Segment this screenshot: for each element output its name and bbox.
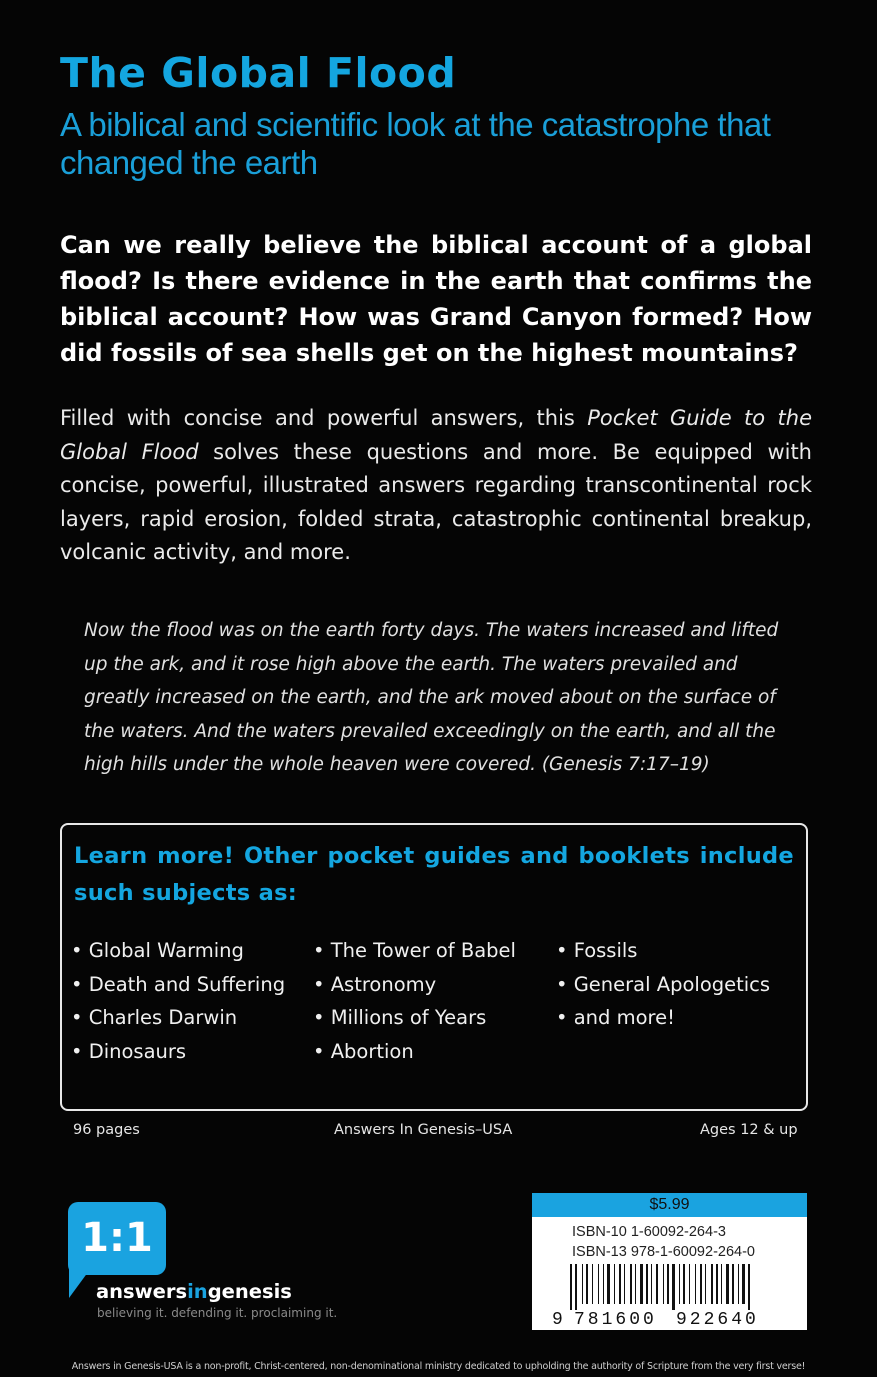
barcode-bar <box>607 1264 610 1304</box>
barcode-bar <box>672 1264 675 1310</box>
barcode-bar <box>640 1264 643 1304</box>
barcode-bar <box>748 1264 750 1310</box>
list-item: • and more! <box>556 1006 675 1029</box>
scripture-quote: Now the flood was on the earth forty days. The waters increased and lifted up the ark, and it rose high above the earth. The waters prevailed and greatly increased on the earth, and the ark moved about on the surface of the waters. And the waters prevailed exceedingly on the earth, and all the high hills under the whole heaven were covered. (Genesis 7:17–19) <box>84 620 779 775</box>
barcode-bar <box>656 1264 658 1304</box>
barcode-bar <box>679 1264 680 1304</box>
barcode-bar <box>651 1264 652 1304</box>
list-item: • Millions of Years <box>313 1006 487 1029</box>
barcode-digits-left: 781600 <box>574 1310 657 1330</box>
barcode-bar <box>700 1264 702 1304</box>
barcode-bar <box>732 1264 734 1304</box>
logo-bubble-tail <box>69 1268 91 1298</box>
barcode-bar <box>738 1264 739 1304</box>
subjects-column-2 <box>313 934 516 1068</box>
age-range: Ages 12 & up <box>700 1122 798 1138</box>
brand-part-1: answers <box>96 1280 188 1303</box>
subjects-column-1 <box>71 934 285 1068</box>
barcode-bar <box>582 1264 583 1304</box>
book-subtitle: A biblical and scientific look at the catastrophe that changed the earth <box>60 106 771 181</box>
barcode-bar <box>624 1264 625 1304</box>
barcode-bar <box>726 1264 729 1304</box>
brand-part-3: genesis <box>207 1280 292 1303</box>
barcode-bar <box>663 1264 664 1304</box>
key-questions: Can we really believe the biblical account of a global flood? Is there evidence in the earth that confirms the biblical account? How was Grand Canyon formed? How did fossils of sea shells get on the highest mountains? <box>60 231 812 367</box>
barcode-bar <box>721 1264 722 1304</box>
barcode-bar <box>635 1264 636 1304</box>
page-count: 96 pages <box>73 1122 140 1138</box>
logo-mark: 1:1 <box>81 1215 153 1261</box>
list-item: • The Tower of Babel <box>313 939 516 962</box>
barcode-bar <box>586 1264 588 1304</box>
list-item: • Abortion <box>313 1039 414 1063</box>
barcode-bar <box>705 1264 706 1304</box>
list-item: • Global Warming <box>71 939 244 962</box>
barcode-bar <box>646 1264 648 1304</box>
description-text-1: Filled with concise and powerful answers, this <box>60 406 588 430</box>
list-item: • General Apologetics <box>556 972 771 996</box>
barcode-bar <box>575 1264 577 1310</box>
barcode-digit-first: 9 <box>552 1310 563 1330</box>
list-item: • Death and Suffering <box>71 972 286 996</box>
barcode-bar <box>603 1264 604 1304</box>
subjects-column-3 <box>556 934 770 1035</box>
learn-more-heading: Learn more! Other pocket guides and booklets include such subjects as: <box>74 843 794 906</box>
barcode-icon <box>532 1262 807 1330</box>
barcode-bar <box>711 1264 713 1304</box>
list-item: • Fossils <box>556 939 638 962</box>
barcode-bar <box>570 1264 572 1310</box>
barcode-bar <box>716 1264 718 1304</box>
isbn-10: ISBN-10 1-60092-264-3 <box>572 1224 726 1240</box>
publisher-name: Answers In Genesis–USA <box>334 1122 513 1138</box>
barcode-bar <box>689 1264 690 1304</box>
barcode-bar <box>667 1264 669 1304</box>
list-item: • Dinosaurs <box>71 1039 187 1063</box>
barcode-bar <box>614 1264 615 1304</box>
barcode-bar <box>619 1264 621 1304</box>
price-label: $5.99 <box>532 1193 807 1217</box>
list-item: • Astronomy <box>313 972 437 996</box>
barcode-bar <box>683 1264 685 1304</box>
brand-tagline: believing it. defending it. proclaiming it. <box>97 1306 338 1320</box>
barcode-bar <box>695 1264 696 1304</box>
ministry-footer: Answers in Genesis-USA is a non-profit, Christ-centered, non-denominational ministry dedicated to upholding the authority of Scripture from the very first verse! <box>71 1361 806 1372</box>
description-text-2: solves these questions and more. Be equipped with concise, powerful, illustrated answers regarding transcontinental rock layers, rapid erosion, folded strata, catastrophic continental breakup, volcanic activity, and more. <box>60 439 812 564</box>
description-book-name: Pocket Guide to the Global Flood <box>60 406 812 464</box>
barcode-digits-right: 922640 <box>676 1310 759 1330</box>
barcode-bar <box>630 1264 632 1304</box>
isbn-13: ISBN-13 978-1-60092-264-0 <box>572 1244 755 1260</box>
barcode-bar <box>592 1264 593 1304</box>
brand-name <box>96 1280 292 1303</box>
book-title: The Global Flood <box>60 49 457 97</box>
barcode-bar <box>742 1264 745 1304</box>
description-paragraph <box>60 402 812 570</box>
barcode-bar <box>598 1264 599 1304</box>
list-item: • Charles Darwin <box>71 1006 238 1029</box>
brand-part-2: in <box>187 1280 208 1303</box>
